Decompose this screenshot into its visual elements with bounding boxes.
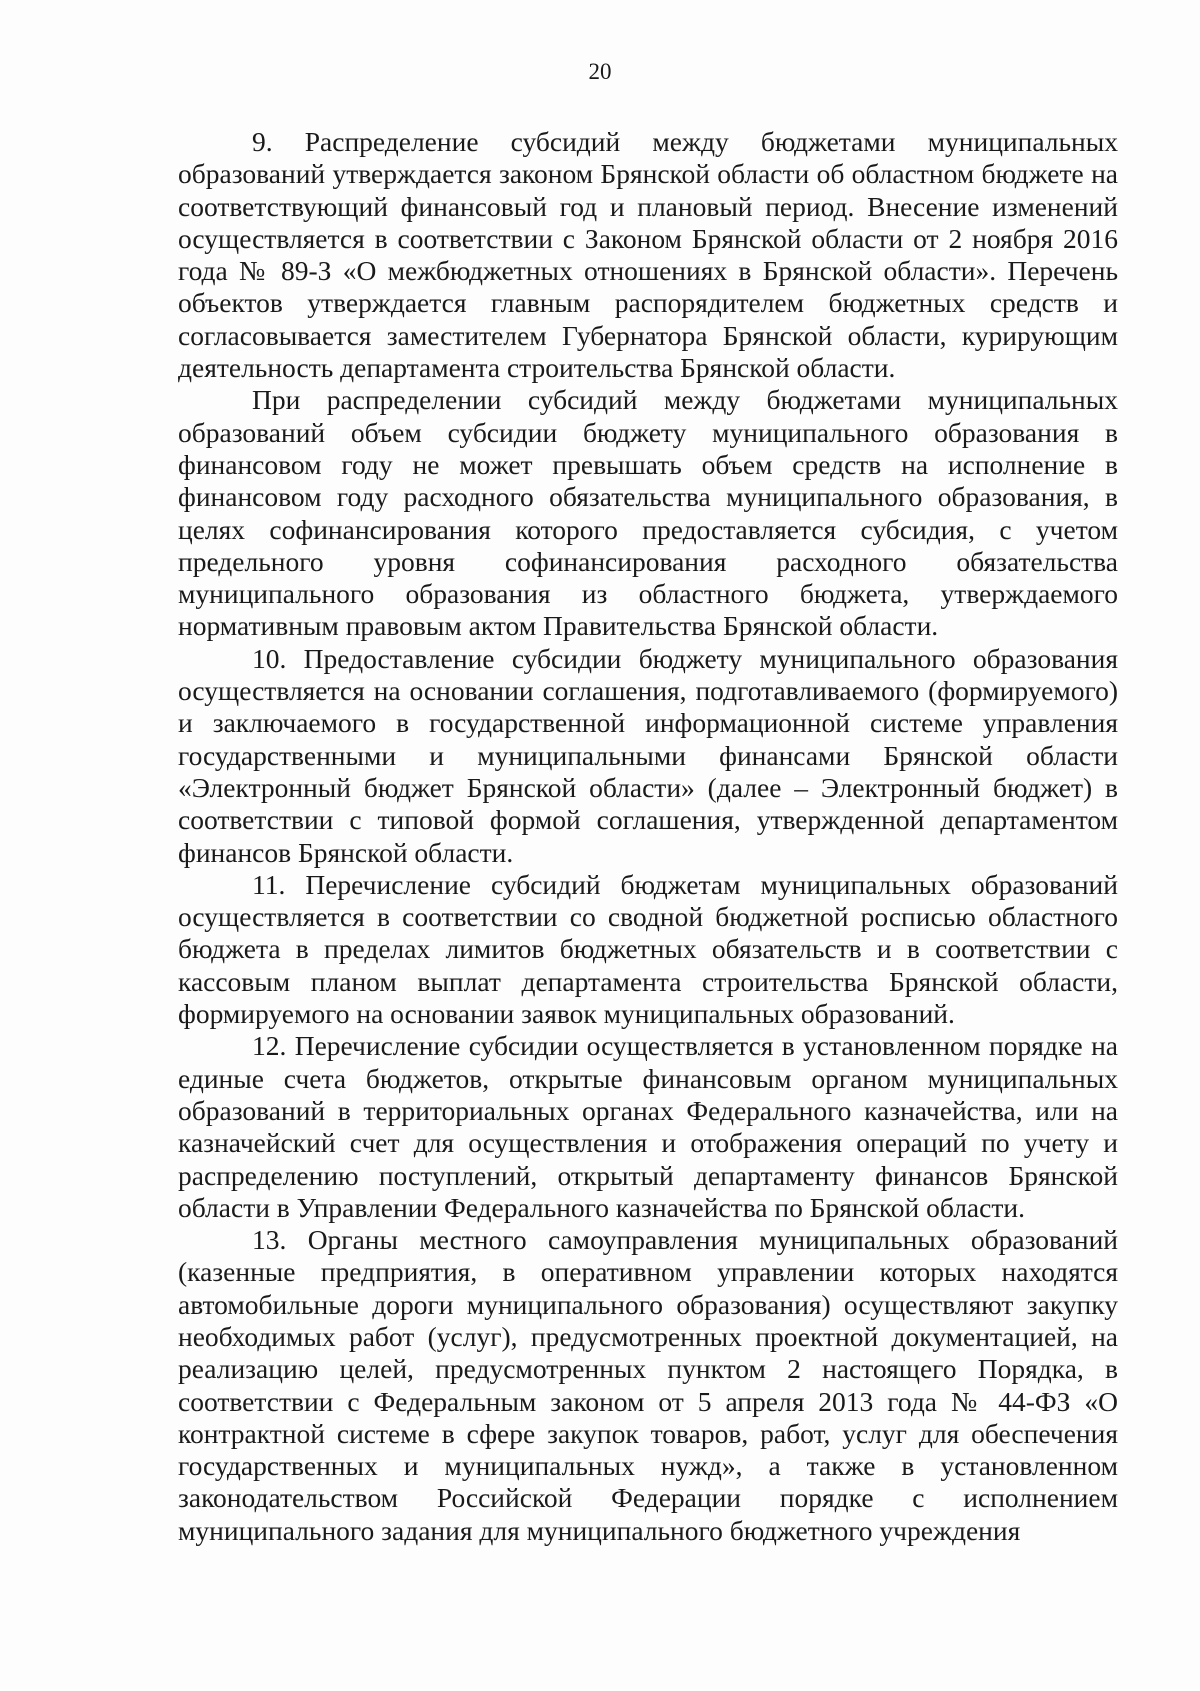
paragraph-12: 12. Перечисление субсидии осуществляется в установленном порядке на единые счета бюджетов, открытые финансовым органом муниципальных образований в территориальных органах Федерального казначейства, или на казначейский счет для осуществления и отображения операций по учету и распределению поступлений, открытый департаменту финансов Брянской области в Управлении Федерального казначейства по Брянской области. <box>178 1030 1118 1223</box>
paragraph-9-continued: При распределении субсидий между бюджетами муниципальных образований объем субсидии бюджету муниципального образования в финансовом году не может превышать объем средств на исполнение в финансовом году расходного обязательства муниципального образования, в целях софинансирования которого предоставляется субсидия, с учетом предельного уровня софинансирования расходного обязательства муниципального образования из областного бюджета, утверждаемого нормативным правовым актом Правительства Брянской области. <box>178 384 1118 642</box>
paragraph-11: 11. Перечисление субсидий бюджетам муниципальных образований осуществляется в соответствии со сводной бюджетной росписью областного бюджета в пределах лимитов бюджетных обязательств и в соответствии с кассовым планом выплат департамента строительства Брянской области, формируемого на основании заявок муниципальных образований. <box>178 868 1118 1030</box>
paragraph-9: 9. Распределение субсидий между бюджетами муниципальных образований утверждается законом Брянской области об областном бюджете на соответствующий финансовый год и плановый период. Внесение изменений осуществляется в соответствии с Законом Брянской области от 2 ноября 2016 года № 89-З «О межбюджетных отношениях в Брянской области». Перечень объектов утверждается главным распорядителем бюджетных средств и согласовывается заместителем Губернатора Брянской области, курирующим деятельность департамента строительства Брянской области. <box>178 126 1118 384</box>
page-number: 20 <box>588 59 612 84</box>
paragraph-10: 10. Предоставление субсидии бюджету муниципального образования осуществляется на основании соглашения, подготавливаемого (формируемого) и заключаемого в государственной информационной системе управления государственными и муниципальными финансами Брянской области «Электронный бюджет Брянской области» (далее – Электронный бюджет) в соответствии с типовой формой соглашения, утвержденной департаментом финансов Брянской области. <box>178 642 1118 868</box>
paragraph-13: 13. Органы местного самоуправления муниципальных образований (казенные предприятия, в оперативном управлении которых находятся автомобильные дороги муниципального образования) осуществляют закупку необходимых работ (услуг), предусмотренных проектной документацией, на реализацию целей, предусмотренных пунктом 2 настоящего Порядка, в соответствии с Федеральным законом от 5 апреля 2013 года № 44-ФЗ «О контрактной системе в сфере закупок товаров, работ, услуг для обеспечения государственных и муниципальных нужд», а также в установленном законодательством Российской Федерации порядке с исполнением муниципального задания для муниципального бюджетного учреждения <box>178 1224 1118 1546</box>
document-body <box>178 126 1118 1547</box>
